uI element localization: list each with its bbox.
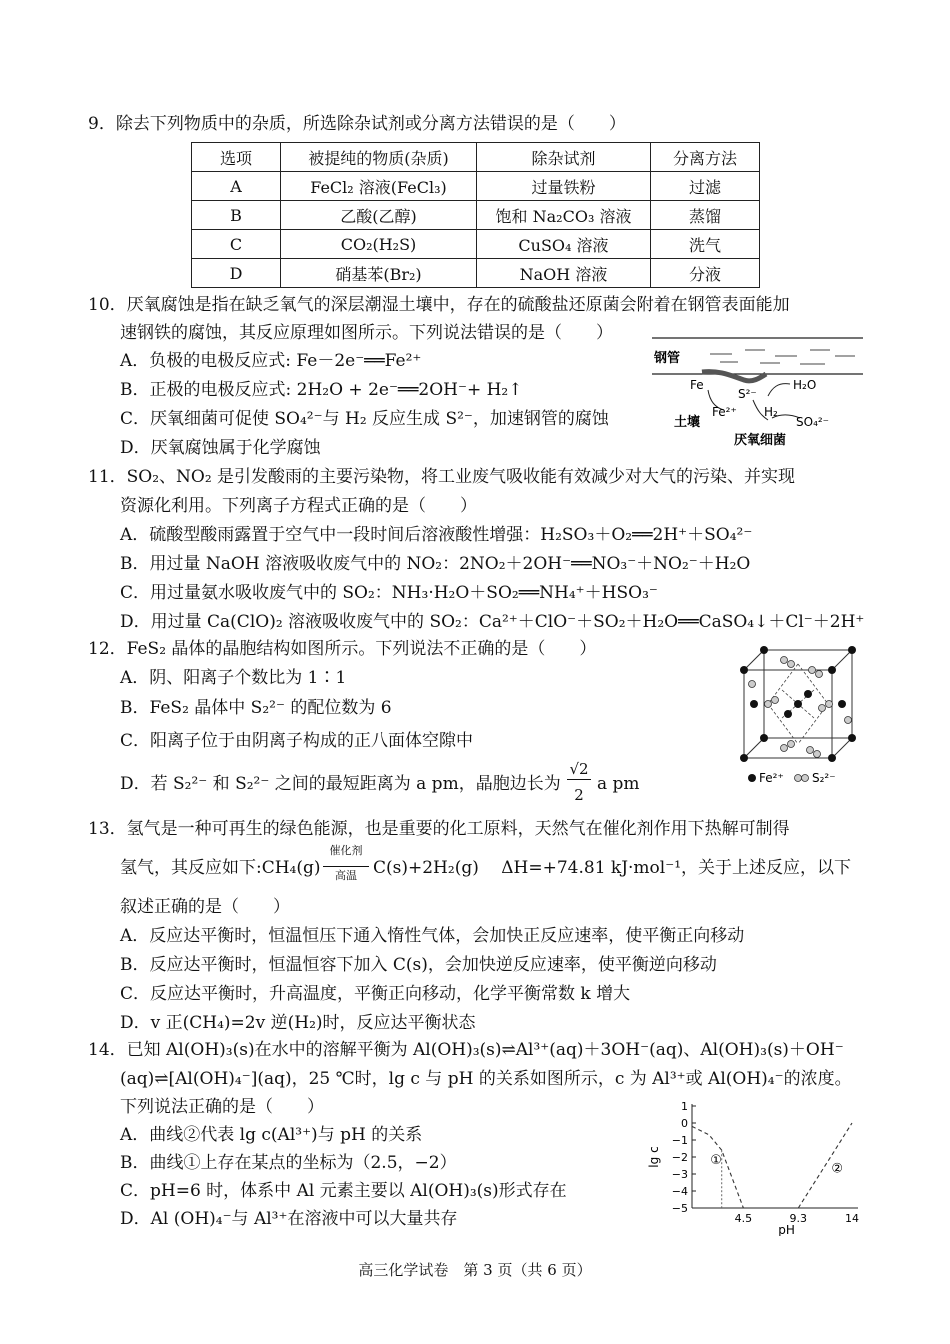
y-tick-label: 0 xyxy=(681,1117,688,1130)
q11-option-c: C．用过量氨水吸收废气中的 SO₂：NH₃·H₂O＋SO₂══NH₄⁺＋HSO₃⁻ xyxy=(120,583,658,603)
so4-label: SO₄²⁻ xyxy=(796,415,830,429)
soil-label: 土壤 xyxy=(674,415,701,430)
q11-option-b: B．用过量 NaOH 溶液吸收废气中的 NO₂：2NO₂＋2OH⁻══NO₃⁻＋NO₂⁻＋H₂O xyxy=(120,554,751,574)
corrosion-diagram xyxy=(650,330,865,452)
y-tick-label: 1 xyxy=(681,1100,688,1113)
s2-label: S²⁻ xyxy=(738,387,757,401)
table-cell: B xyxy=(192,201,281,230)
header-cell: 除杂试剂 xyxy=(477,143,651,172)
y-tick-label: −1 xyxy=(671,1134,688,1147)
legend-fe-label: Fe²⁺ xyxy=(759,771,784,785)
q12-option-b: B．FeS₂ 晶体中 S₂²⁻ 的配位数为 6 xyxy=(120,698,392,718)
q13-eq-right: C(s)+2H₂(g) ΔH=+74.81 kJ·mol⁻¹，关于上述反应，以下 xyxy=(373,858,852,878)
pipe-label: 钢管 xyxy=(654,351,681,366)
q13-option-b: B．反应达平衡时，恒温恒容下加入 C(s)，会加快逆反应速率，使平衡逆向移动 xyxy=(120,955,717,975)
condition-top: 催化剂 xyxy=(329,844,363,857)
fraction-numerator: √2 xyxy=(569,760,589,778)
table-cell: 蒸馏 xyxy=(651,201,760,230)
table-cell: 分液 xyxy=(651,259,760,288)
table-cell: 乙酸(乙醇) xyxy=(281,201,477,230)
q14-option-a: A．曲线②代表 lg c(Al³⁺)与 pH 的关系 xyxy=(120,1125,423,1145)
table-cell: FeCl₂ 溶液(FeCl₃) xyxy=(281,172,477,201)
q14-option-c: C．pH=6 时，体系中 Al 元素主要以 Al(OH)₃(s)形式存在 xyxy=(120,1181,567,1201)
series-line-2 xyxy=(798,1123,852,1208)
header-cell: 分离方法 xyxy=(651,143,760,172)
q10-stem-line2: 速钢铁的腐蚀，其反应原理如图所示。下列说法错误的是（ ） xyxy=(120,323,613,343)
condition-bottom: 高温 xyxy=(335,869,357,882)
q14-option-d: D．Al (OH)₄⁻与 Al³⁺在溶液中可以大量共存 xyxy=(120,1209,458,1229)
table-row xyxy=(192,172,760,201)
q14-stem-line3: 下列说法正确的是（ ） xyxy=(120,1097,324,1117)
soil-dashes xyxy=(710,350,855,364)
q12-stem: 12．FeS₂ 晶体的晶胞结构如图所示。下列说法不正确的是（ ） xyxy=(88,639,597,659)
q11-stem-line1: 11．SO₂、NO₂ 是引发酸雨的主要污染物，将工业废气吸收能有效减少对大气的污染、并实现 xyxy=(88,467,796,487)
table-cell: 硝基苯(Br₂) xyxy=(281,259,477,288)
table-cell: 饱和 Na₂CO₃ 溶液 xyxy=(477,201,651,230)
q13-option-a: A．反应达平衡时，恒温恒压下通入惰性气体，会加快正反应速率，使平衡正向移动 xyxy=(120,926,745,946)
table-cell: A xyxy=(192,172,281,201)
q10-option-b: B．正极的电极反应式: 2H₂O + 2e⁻══2OH⁻+ H₂↑ xyxy=(120,380,523,400)
table-cell: CuSO₄ 溶液 xyxy=(477,230,651,259)
bacteria-label: 厌氧细菌 xyxy=(734,433,787,448)
series-label: ① xyxy=(710,1152,722,1168)
corrosion-layer xyxy=(702,372,766,381)
q11-stem-line2: 资源化利用。下列离子方程式正确的是（ ） xyxy=(120,496,477,516)
q10-option-a: A．负极的电极反应式: Fe－2e⁻══Fe²⁺ xyxy=(120,351,422,371)
table-cell: 过滤 xyxy=(651,172,760,201)
q10-option-c: C．厌氧细菌可促使 SO₄²⁻与 H₂ 反应生成 S²⁻，加速钢管的腐蚀 xyxy=(120,409,609,429)
q14-stem-line1: 14．已知 Al(OH)₃(s)在水中的溶解平衡为 Al(OH)₃(s)⇌Al³⁺(aq)＋3OH⁻(aq)、Al(OH)₃(s)＋OH⁻ xyxy=(88,1040,844,1060)
header-cell: 被提纯的物质(杂质) xyxy=(281,143,477,172)
legend-s-dot xyxy=(802,775,809,782)
table-cell: C xyxy=(192,230,281,259)
fe-label: Fe xyxy=(690,378,704,392)
x-tick-label: 4.5 xyxy=(734,1212,753,1225)
table-cell: 过量铁粉 xyxy=(477,172,651,201)
x-tick-label: 9.3 xyxy=(789,1212,808,1225)
q12-option-d-unit: a pm xyxy=(597,774,640,794)
table-row xyxy=(192,259,760,288)
table-row xyxy=(192,201,760,230)
q14-stem-line2: (aq)⇌[Al(OH)₄⁻](aq)，25 ℃时，lg c 与 pH 的关系如图所示，c 为 Al³⁺或 Al(OH)₄⁻的浓度。 xyxy=(120,1069,852,1089)
fe2-label: Fe²⁺ xyxy=(712,405,737,419)
legend-s-dot xyxy=(795,775,802,782)
q13-option-c: C．反应达平衡时，升高温度，平衡正向移动，化学平衡常数 k 增大 xyxy=(120,984,631,1004)
table-row xyxy=(192,230,760,259)
q9-table xyxy=(191,142,760,288)
series-label: ② xyxy=(831,1161,844,1177)
lgc-ph-chart xyxy=(640,1096,865,1236)
header-cell: 选项 xyxy=(192,143,281,172)
condition-arrow xyxy=(323,866,369,867)
table-cell: D xyxy=(192,259,281,288)
crystal-cell-figure xyxy=(722,640,862,790)
table-cell: 洗气 xyxy=(651,230,760,259)
x-axis-label: pH xyxy=(778,1223,795,1236)
table-cell: CO₂(H₂S) xyxy=(281,230,477,259)
y-tick-label: −4 xyxy=(671,1185,688,1198)
y-tick-label: −3 xyxy=(671,1168,688,1181)
y-tick-label: −5 xyxy=(671,1202,688,1215)
q13-stem-line3: 叙述正确的是（ ） xyxy=(120,897,290,917)
table-cell: NaOH 溶液 xyxy=(477,259,651,288)
q11-option-a: A．硫酸型酸雨露置于空气中一段时间后溶液酸性增强：H₂SO₃＋O₂══2H⁺＋SO₄²⁻ xyxy=(120,525,753,545)
q12-option-a: A．阴、阳离子个数比为 1∶1 xyxy=(120,668,347,688)
legend-fe-dot xyxy=(748,774,756,782)
q13-eq-left: 氢气，其反应如下:CH₄(g) xyxy=(120,858,321,878)
legend-s-label: S₂²⁻ xyxy=(812,771,836,785)
y-tick-label: −2 xyxy=(671,1151,688,1164)
fraction-denominator: 2 xyxy=(574,786,584,804)
q10-stem-line1: 10．厌氧腐蚀是指在缺乏氧气的深层潮湿土壤中，存在的硫酸盐还原菌会附着在钢管表面能加 xyxy=(88,295,790,315)
q13-stem-line1: 13．氢气是一种可再生的绿色能源，也是重要的化工原料，天然气在催化剂作用下热解可制得 xyxy=(88,819,790,839)
q13-option-d: D．v 正(CH₄)=2v 逆(H₂)时，反应达平衡状态 xyxy=(120,1013,476,1033)
page-footer: 高三化学试卷 第 3 页（共 6 页） xyxy=(358,1261,592,1279)
q10-option-d: D．厌氧腐蚀属于化学腐蚀 xyxy=(120,438,321,458)
h2o-label: H₂O xyxy=(793,378,817,392)
q12-option-d-text: D．若 S₂²⁻ 和 S₂²⁻ 之间的最短距离为 a pm，晶胞边长为 xyxy=(120,774,561,794)
q12-option-c: C．阳离子位于由阴离子构成的正八面体空隙中 xyxy=(120,731,474,751)
x-tick-label: 14 xyxy=(845,1212,859,1225)
arrow-h2o xyxy=(768,384,790,396)
y-axis-label: lg c xyxy=(647,1146,661,1168)
q11-option-d: D．用过量 Ca(ClO)₂ 溶液吸收废气中的 SO₂：Ca²⁺＋ClO⁻＋SO₂＋H₂O══CaSO₄↓＋Cl⁻＋2H⁺ xyxy=(120,612,865,632)
h2-label: H₂ xyxy=(764,405,778,419)
fraction-bar xyxy=(567,779,591,780)
q9-stem: 9．除去下列物质中的杂质，所选除杂试剂或分离方法错误的是（ ） xyxy=(88,114,626,134)
table-header-row xyxy=(192,143,760,172)
q14-option-b: B．曲线①上存在某点的坐标为（2.5，−2） xyxy=(120,1153,457,1173)
